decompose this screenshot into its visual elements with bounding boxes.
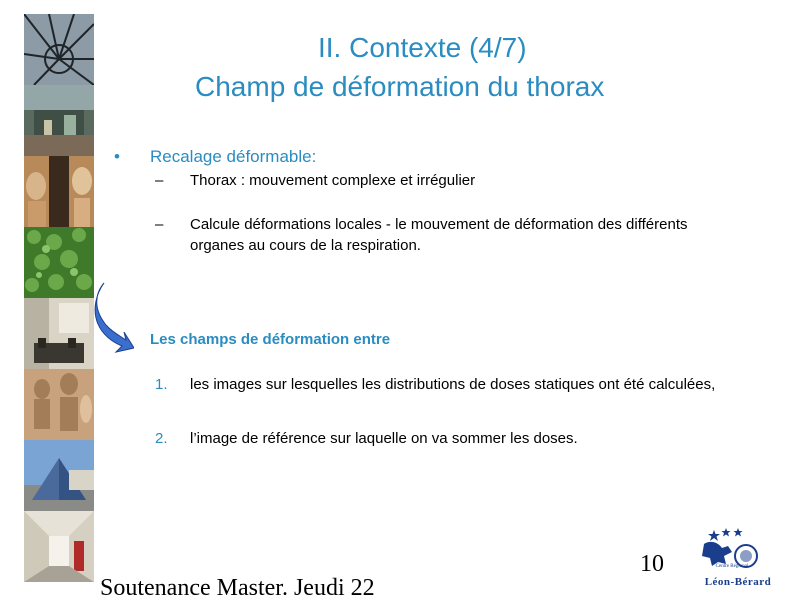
photo-ivy xyxy=(24,227,94,298)
logo-subtitle: Centre Régional xyxy=(715,564,749,569)
item-number: 1. xyxy=(155,376,168,393)
leon-berard-logo xyxy=(696,526,780,592)
numbered-item xyxy=(155,374,750,395)
item-number: 2. xyxy=(155,430,168,447)
dash-icon: – xyxy=(155,216,164,233)
main-bullet-text: Recalage déformable: xyxy=(150,147,317,166)
sub-item xyxy=(155,170,730,191)
photo-pyramid xyxy=(24,440,94,511)
photo-relief xyxy=(24,369,94,440)
dash-icon: – xyxy=(155,172,164,189)
photo-lobby xyxy=(24,85,94,156)
bullet-dot-icon: • xyxy=(114,147,120,166)
curved-arrow-icon xyxy=(94,280,134,356)
sub-item xyxy=(155,214,730,256)
logo-name: Léon-Bérard xyxy=(704,576,772,588)
footer-text: Soutenance Master. Jeudi 22 xyxy=(100,575,375,601)
sub-item-text: Calcule déformations locales - le mouvement de déformation des différents organes au cours de la respiration. xyxy=(190,216,688,254)
sub-item-text: Thorax : mouvement complexe et irrégulier xyxy=(190,172,476,189)
numbered-item-text: l’image de référence sur laquelle on va sommer les doses. xyxy=(190,430,578,447)
section2-heading: Les champs de déformation entre xyxy=(150,331,391,348)
main-bullet xyxy=(114,147,316,167)
photo-glass-roof xyxy=(24,14,94,85)
slide-title: II. Contexte (4/7) xyxy=(318,32,527,63)
decorative-photo-strip xyxy=(24,14,94,582)
slide-subtitle: Champ de déformation du thorax xyxy=(195,71,605,102)
photo-corridor xyxy=(24,511,94,582)
numbered-item xyxy=(155,428,750,449)
page-number: 10 xyxy=(640,551,664,577)
numbered-item-text: les images sur lesquelles les distributions de doses statiques ont été calculées, xyxy=(190,376,716,393)
photo-interior xyxy=(24,298,94,369)
photo-sculptures xyxy=(24,156,94,227)
